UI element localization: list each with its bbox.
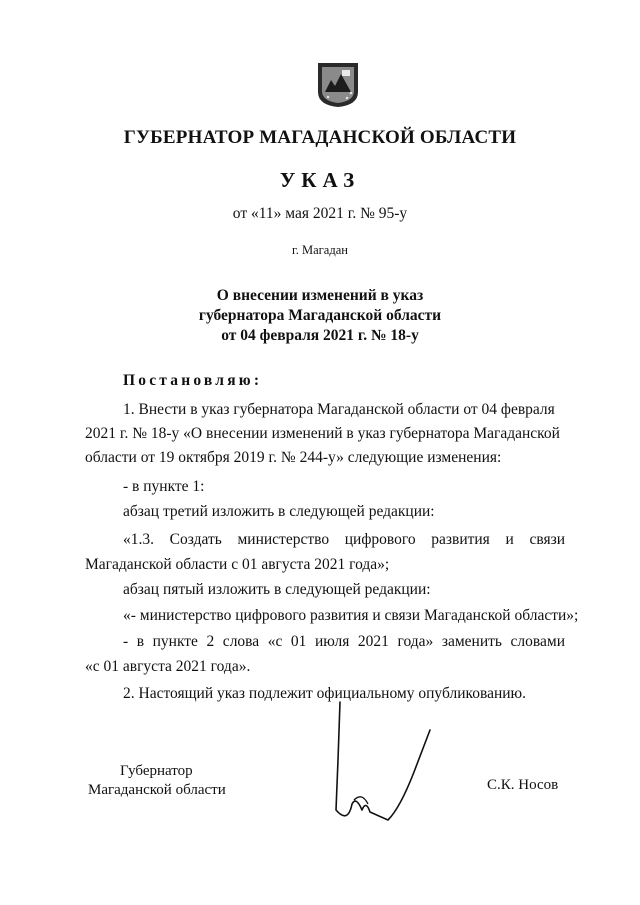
- item-point-1: - в пункте 1:: [123, 478, 205, 495]
- item-point-2-line-2: «с 01 августа 2021 года».: [85, 658, 251, 675]
- date-and-number: от «11» мая 2021 г. № 95-у: [232, 205, 408, 222]
- signatory-title-line-1: Губернатор: [120, 763, 193, 779]
- clause-line-1: «1.3. Создать министерство цифрового развития и связи: [123, 531, 565, 548]
- fifth-paragraph-instruction: абзац пятый изложить в следующей редакции:: [123, 581, 431, 598]
- fifth-paragraph-text: «- министерство цифрового развития и связи Магаданской области»;: [123, 607, 579, 624]
- subject-line-2: губернатора Магаданской области: [198, 307, 442, 324]
- paragraph-2: 2. Настоящий указ подлежит официальному опубликованию.: [123, 685, 527, 702]
- handwritten-signature: [318, 700, 438, 828]
- coat-of-arms-icon: [317, 62, 359, 108]
- subject-line-3: от 04 февраля 2021 г. № 18-у: [221, 327, 419, 344]
- paragraph-1-line-2: 2021 г. № 18-у «О внесении изменений в указ губернатора Магаданской: [85, 425, 560, 442]
- decree-word: Постановляю:: [123, 372, 263, 389]
- third-paragraph-instruction: абзац третий изложить в следующей редакции:: [123, 503, 435, 520]
- organization-title: ГУБЕРНАТОР МАГАДАНСКОЙ ОБЛАСТИ: [123, 127, 517, 148]
- signatory-name: С.К. Носов: [487, 777, 559, 793]
- paragraph-1-line-3: области от 19 октября 2019 г. № 244-у» следующие изменения:: [85, 449, 502, 466]
- city: г. Магадан: [292, 243, 348, 257]
- clause-line-2: Магаданской области с 01 августа 2021 года»;: [85, 556, 390, 573]
- subject-line-1: О внесении изменений в указ: [216, 287, 424, 304]
- document-type: УКАЗ: [279, 168, 361, 192]
- item-point-2-line-1: - в пункте 2 слова «с 01 июля 2021 года» заменить словами: [123, 633, 565, 650]
- signatory-title-line-2: Магаданской области: [88, 782, 226, 798]
- paragraph-1-line-1: 1. Внести в указ губернатора Магаданской области от 04 февраля: [123, 401, 555, 418]
